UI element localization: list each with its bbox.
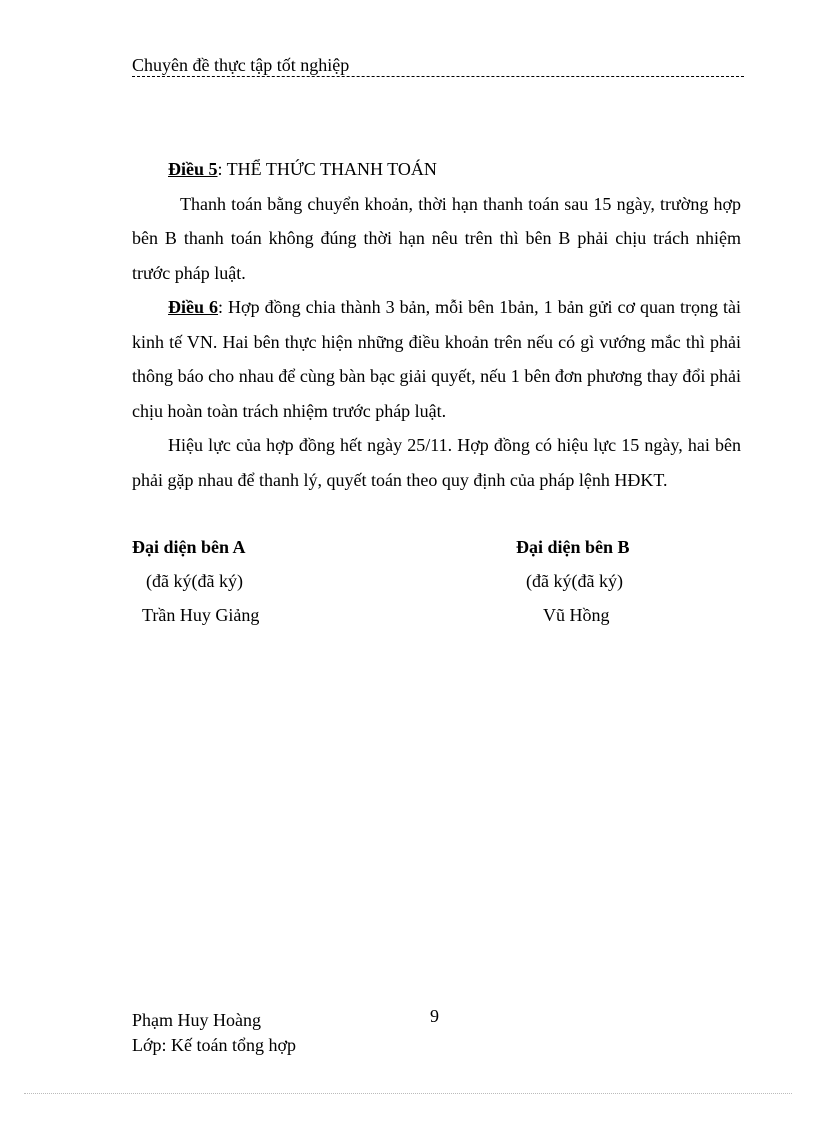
- signature-b-note: (đã ký(đã ký): [526, 571, 623, 591]
- page-number: 9: [430, 1006, 439, 1026]
- article-5-label: Điều 5: [168, 159, 218, 179]
- page-header: [132, 52, 744, 78]
- signature-a-note: (đã ký(đã ký): [146, 571, 243, 591]
- document-body: [132, 152, 741, 497]
- signature-block-b: [516, 530, 630, 632]
- article-5-heading: [132, 152, 741, 187]
- signature-b-title: Đại diện bên B: [516, 537, 630, 557]
- article-6-text: : Hợp đồng chia thành 3 bản, mỗi bên 1bản, 1 bản gửi cơ quan trọng tài kinh tế VN. Hai bên thực hiện những điều khoản trên nếu có gì vướng mắc thì phải thông báo cho nhau để cùng bàn bạc giải quyết, nếu 1 bên đơn phương thay đổi phải chịu hoàn toàn trách nhiệm trước pháp luật.: [132, 297, 742, 421]
- signature-a-title: Đại diện bên A: [132, 537, 246, 557]
- article-6-paragraph: [132, 290, 741, 428]
- header-title: Chuyên đề thực tập tốt nghiệp: [132, 55, 350, 75]
- validity-paragraph: Hiệu lực của hợp đồng hết ngày 25/11. Hợp đồng có hiệu lực 15 ngày, hai bên phải gặp nhau để thanh lý, quyết toán theo quy định của pháp lệnh HĐKT.: [132, 435, 741, 490]
- article-5-title: : THỂ THỨC THANH TOÁN: [217, 159, 437, 179]
- header-dashed-rule: [132, 76, 744, 77]
- footer-author: Phạm Huy Hoàng: [132, 1010, 261, 1030]
- signature-b-name: Vũ Hồng: [543, 605, 610, 625]
- footer-class: Lớp: Kế toán tổng hợp: [132, 1035, 297, 1055]
- article-6-label: Điều 6: [168, 297, 219, 317]
- signature-a-name: Trần Huy Giảng: [142, 605, 260, 625]
- page-footer: [132, 1008, 296, 1058]
- article-5-text: Thanh toán bằng chuyển khoản, thời hạn thanh toán sau 15 ngày, trường hợp bên B thanh toán không đúng thời hạn nêu trên thì bên B phải chịu trách nhiệm trước pháp luật.: [132, 193, 741, 283]
- signature-block-a: [132, 530, 259, 632]
- footer-dotted-rule: [24, 1093, 792, 1094]
